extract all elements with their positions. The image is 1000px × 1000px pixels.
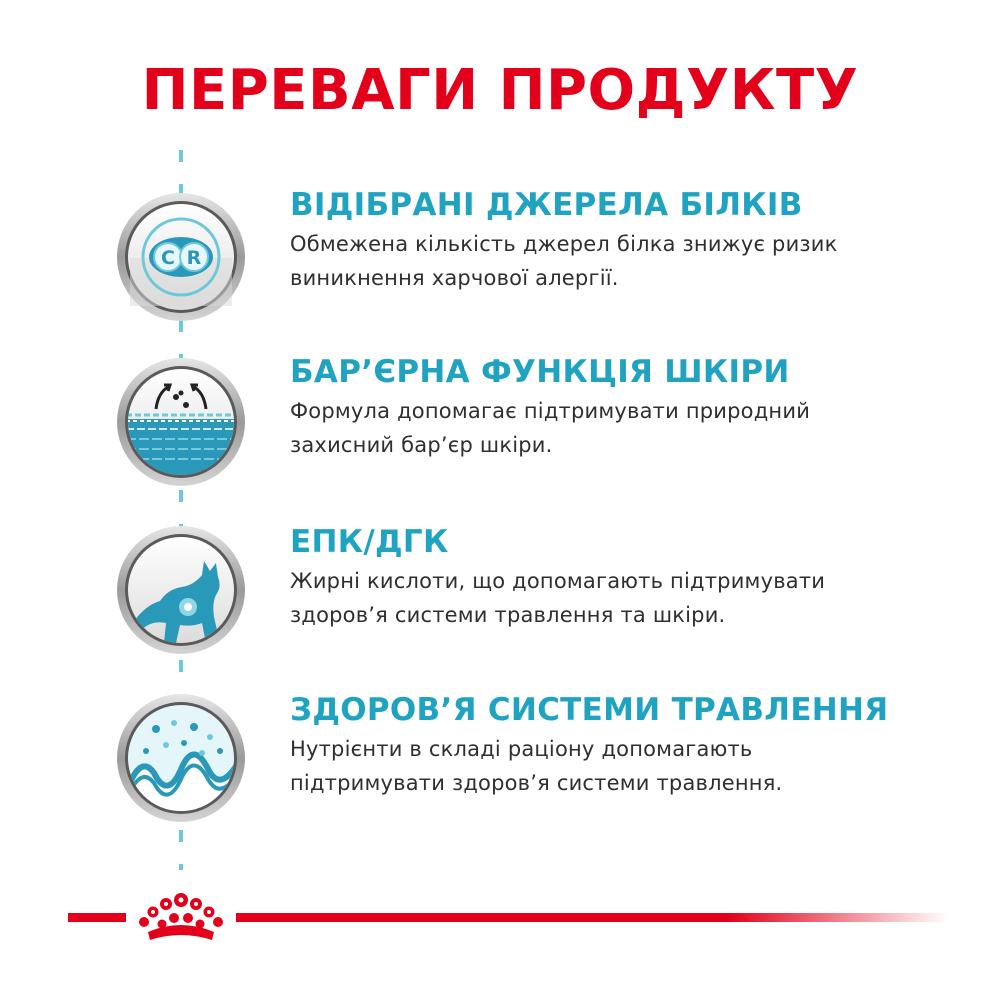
cat-silhouette-icon <box>116 525 246 655</box>
page-title: ПЕРЕВАГИ ПРОДУКТУ <box>141 58 859 123</box>
feature-description-line-2: здоров’я системи травлення та шкіри. <box>290 603 726 627</box>
skin-barrier-icon <box>116 357 246 487</box>
icon-letter-r: R <box>186 247 202 269</box>
feature-description-line-1: Формула допомагає підтримувати природний <box>290 399 811 423</box>
feature-description-line-2: підтримувати здоров’я системи травлення. <box>290 771 783 795</box>
feature-description <box>290 732 980 800</box>
feature-description <box>290 227 980 295</box>
feature-description-line-1: Жирні кислоти, що допомагають підтримувати <box>290 569 826 593</box>
feature-description-line-2: виникнення харчової алергії. <box>290 266 619 290</box>
feature-digestive-health <box>290 690 980 800</box>
feature-description-line-2: захисний бар’єр шкіри. <box>290 433 553 457</box>
feature-heading: ЕПК/ДГК <box>290 524 449 560</box>
feature-heading: ЗДОРОВ’Я СИСТЕМИ ТРАВЛЕННЯ <box>290 692 889 728</box>
feature-description-line-1: Обмежена кількість джерел білка знижує ризик <box>290 232 838 256</box>
digestive-health-icon <box>116 693 246 823</box>
protein-sources-icon <box>116 192 246 322</box>
feature-description <box>290 394 980 462</box>
feature-heading: ВІДІБРАНІ ДЖЕРЕЛА БІЛКІВ <box>290 187 803 223</box>
feature-protein-sources <box>290 185 980 295</box>
feature-heading: БАР’ЄРНА ФУНКЦІЯ ШКІРИ <box>290 354 790 390</box>
feature-epa-dha <box>290 522 980 632</box>
royal-canin-crown-logo <box>126 888 236 948</box>
feature-skin-barrier <box>290 352 980 462</box>
feature-description-line-1: Нутрієнти в складі раціону допомагають <box>290 737 753 761</box>
feature-description <box>290 564 980 632</box>
icon-letter-c: C <box>161 247 175 269</box>
